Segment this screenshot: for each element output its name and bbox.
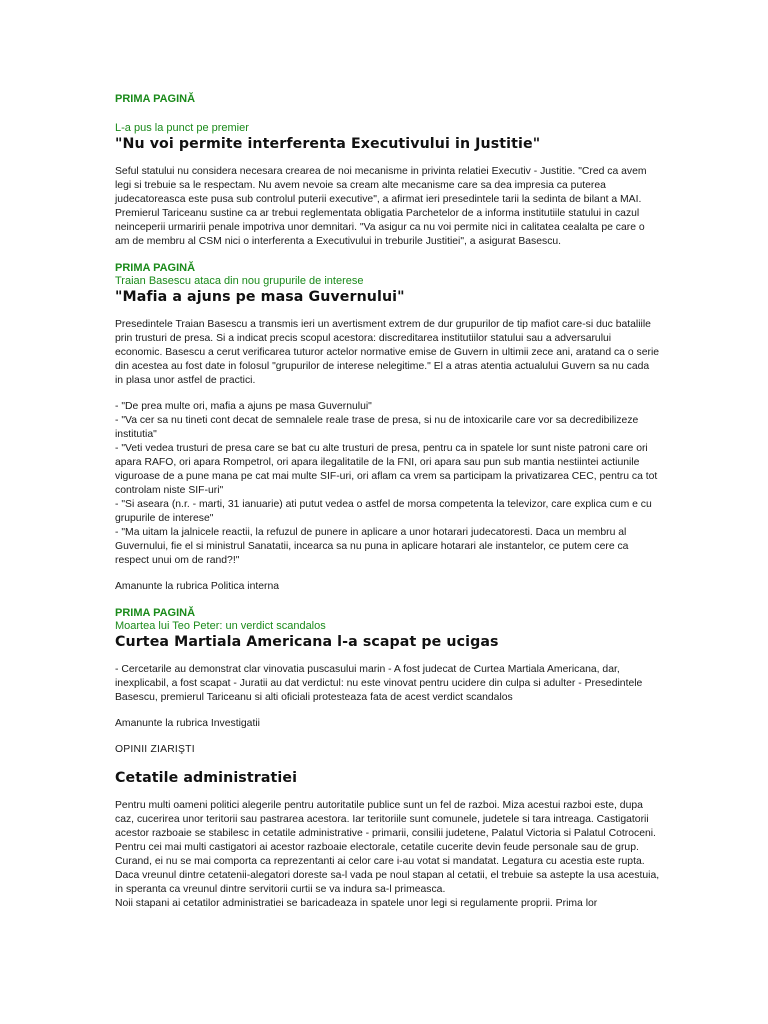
opinion-label: OPINII ZIARIŞTI <box>115 744 195 755</box>
article-more-link: Amanunte la rubrica Investigatii <box>115 718 260 729</box>
article-title: "Nu voi permite interferenta Executivului in Justitie" <box>115 136 541 152</box>
opinion-body: Pentru multi oameni politici alegerile pentru autoritatile publice sunt un fel de razboi. Miza acestui razboi este, dupa caz, cucerirea unor teritorii sau pastrarea acestora. Iar teritoriile sunt comunele, judetele si tara intreaga. Castigatorii acestor razboaie se stabilesc in cetatile administrative - primarii, consilii judetene, Palatul Victoria si Palatul Cotroceni. Pentru cei mai multi castigatori ai acestor razboaie electorale, cetatile cucerite devin feude personale sau de grup. Curand, ei nu se mai comporta ca reprezentanti ai celor care i-au votat si mandatat. Legatura cu acestia este rupta. Daca vreunul dintre cetatenii-alegatori doreste sa-l vada pe noul stapan al cetatii, el trebuie sa astepte la usa acestuia, in speranta ca vreunul dintre servitorii curtii se va indura sa-l primeasca. <box>115 800 660 895</box>
article-1 <box>115 92 660 249</box>
section-kicker[interactable]: PRIMA PAGINĂ <box>115 607 196 619</box>
section-kicker[interactable]: PRIMA PAGINĂ <box>115 93 196 105</box>
newspaper-page <box>115 92 660 911</box>
article-body: Presedintele Traian Basescu a transmis ieri un avertisment extrem de dur grupurilor de tip mafiot care-si duc bataliile prin trusturi de presa. Si a indicat precis scopul acestora: discreditarea institutiilor statului sau a adversarului economic. Basescu a cerut verificarea tuturor actelor normative emise de Guvern in ultimii zece ani, aratand ca o serie din acestea au fost date in folosul "grupurilor de interese nelegitime." El a atras atentia actualului Guvern sa nu cada in plasa unor astfel de practici. <box>115 319 660 386</box>
article-3 <box>115 606 660 731</box>
article-subtitle: Traian Basescu ataca din nou grupurile de interese <box>115 275 364 287</box>
article-quotes: - "De prea multe ori, mafia a ajuns pe masa Guvernului" - "Va cer sa nu tineti cont decat de semnalele reale trase de presa, si nu de intoxicarile care vor sa decredibilizeze institutia" - "Veti vedea trusturi de presa care se bat cu alte trusturi de presa, pentru ca in spatele lor sunt niste patroni care ori apara RAFO, ori apara Rompetrol, ori apara ilegalitatile de la FNI, ori apara sau pun sub mantia nestiintei actiunile viguroase de a pune mana pe cat mai multe SIF-uri, ori aflam ca vrem sa participam la privatizarea CEC, pentru ca tot controlam niste SIF-uri" - "Si aseara (n.r. - marti, 31 ianuarie) ati putut vedea o astfel de morsa competenta la televizor, care explica cum e cu grupurile de interese" - "Ma uitam la jalnicele reactii, la refuzul de punere in aplicare a unor hotarari judecatoresti. Daca un membru al Guvernului, fie el si ministrul Sanatatii, incearca sa nu puna in aplicare hotarari ale instantelor, ce putem cere ca respect unui om de rand?!" <box>115 401 658 566</box>
article-subtitle: Moartea lui Teo Peter: un verdict scandalos <box>115 620 326 632</box>
article-more-link: Amanunte la rubrica Politica interna <box>115 581 280 592</box>
opinion-title: Cetatile administratiei <box>115 770 298 786</box>
article-body: - Cercetarile au demonstrat clar vinovatia puscasului marin - A fost judecat de Curtea Martiala Americana, dar, inexplicabil, a fost scapat - Juratii au dat verdictul: nu este vinovat pentru ucidere din culpa si adulter - Presedintele Basescu, premierul Tariceanu si alti oficiali protesteaza fata de acest verdict scandalos <box>115 664 643 703</box>
article-title: "Mafia a ajuns pe masa Guvernului" <box>115 289 405 305</box>
article-2 <box>115 261 660 594</box>
article-body: Seful statului nu considera necesara crearea de noi mecanisme in privinta relatiei Executiv - Justitie. "Cred ca avem legi si trebuie sa le respectam. Nu avem nevoie sa cream alte mecanisme care sa dea impresia ca puterea judecatoreasca este pusa sub controlul puterii executive", a afirmat ieri presedintele tarii la sedinta de bilant a MAI. Premierul Tariceanu sustine ca ar trebui reglementata obligatia Parchetelor de a informa institutiile statului in cazul neinceperii urmaririi penale impotriva unor demnitari. "Va asigur ca nu voi permite nici in calitatea cealalta pe care o am de membru al CSM nici o interferenta a Executivului in treburile Justitiei", a asigurat Basescu. <box>115 166 647 247</box>
section-kicker[interactable]: PRIMA PAGINĂ <box>115 262 196 274</box>
opinion-section <box>115 743 660 911</box>
opinion-body-continued: Noii stapani ai cetatilor administratiei se baricadeaza in spatele unor legi si regulamente proprii. Prima lor <box>115 898 598 909</box>
article-title: Curtea Martiala Americana l-a scapat pe ucigas <box>115 634 499 650</box>
article-subtitle: L-a pus la punct pe premier <box>115 122 249 134</box>
